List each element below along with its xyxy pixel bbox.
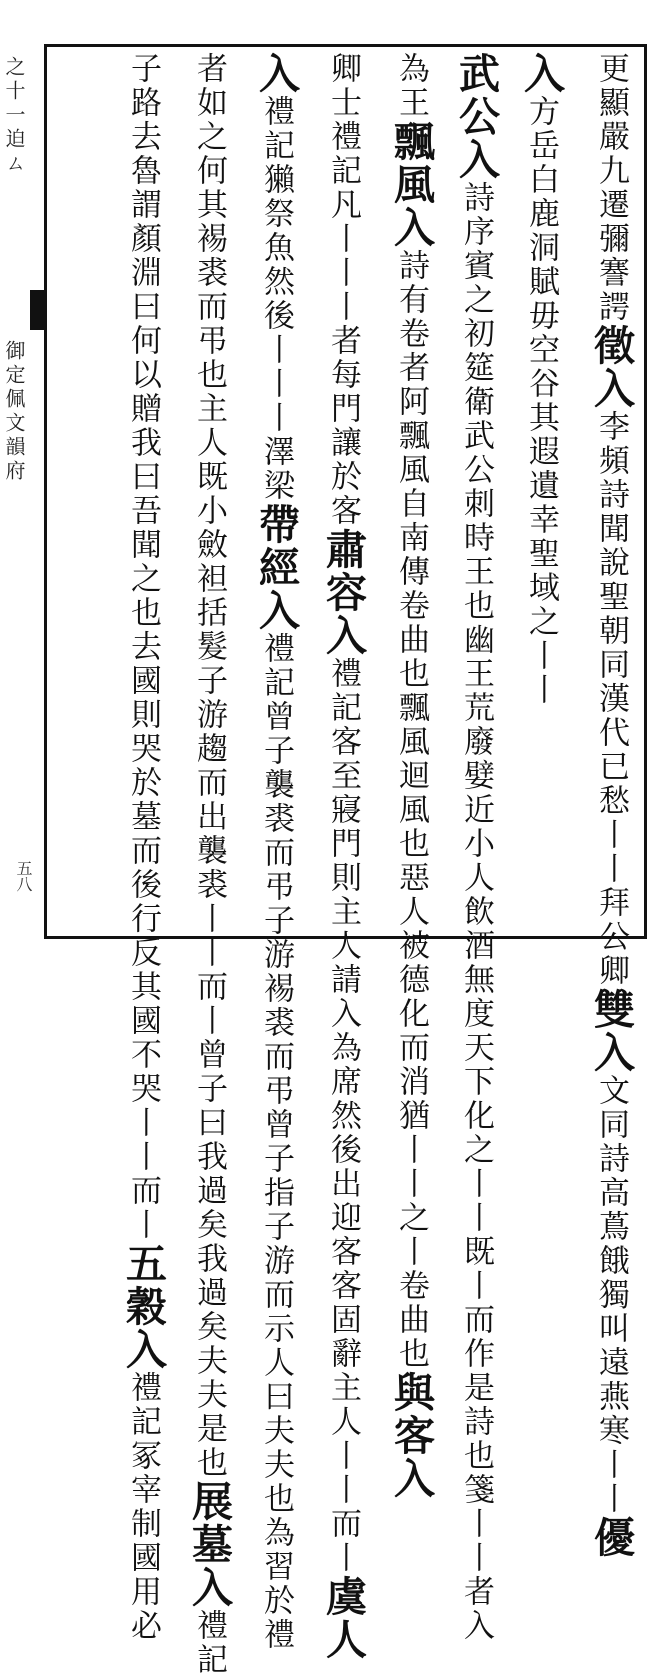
column-segment: 詩有卷者阿飄風自南傳卷曲也飄風迴風也惡人被德化而消猶丨丨之丨卷曲也: [393, 249, 429, 1371]
column-segment: 入: [387, 206, 435, 249]
fish-tail-mark: [30, 290, 44, 330]
column-segment: 公: [452, 95, 500, 138]
column-segment: 禮記獺祭魚然後丨丨丨澤梁: [258, 95, 294, 503]
column-segment: 五: [119, 1242, 167, 1285]
column-segment: 虞: [319, 1575, 367, 1618]
column-segment: 入: [587, 1031, 635, 1074]
column-segment: 者如之何其裼裘而弔也主人既小斂袒括髮子游趨而出襲裘丨丨而丨曾子曰我過矣我過矣夫夫是也: [191, 52, 227, 1480]
text-column: [517, 52, 565, 932]
column-segment: 風: [387, 163, 435, 206]
column-segment: 與: [387, 1371, 435, 1414]
column-segment: 肅: [319, 528, 367, 571]
column-segment: 穀: [119, 1285, 167, 1328]
column-segment: 帶: [252, 503, 300, 546]
column-segment: 優: [587, 1516, 635, 1559]
column-segment: 禮記客至寢門則主人請入為席然後出迎客客固辭主人丨丨而丨: [325, 657, 361, 1575]
margin-fragment: 之十一迫ㄙ: [2, 56, 26, 176]
column-segment: 禮記: [191, 1609, 227, 1677]
column-segment: 客: [387, 1414, 435, 1457]
text-column: [387, 52, 435, 1500]
column-segment: 入: [319, 614, 367, 657]
column-segment: 禮記曾子襲裘而弔子游裼裘而弔曾子指子游而示人曰夫夫也為習於禮: [258, 632, 294, 1652]
column-segment: 徵: [587, 324, 635, 367]
text-column: [185, 52, 233, 1677]
column-segment: 文同詩高蔦餓獨叫遠燕寒丨丨: [593, 1074, 629, 1516]
column-segment: 卿士: [325, 52, 361, 120]
column-segment: 人: [319, 1618, 367, 1661]
column-segment: 雙: [587, 988, 635, 1031]
column-segment: 入: [252, 589, 300, 632]
column-segment: 禮記凡丨丨丨者每門讓於客: [325, 120, 361, 528]
column-segment: 墓: [185, 1523, 233, 1566]
column-segment: 更顯嚴九遷彌謇諤: [593, 52, 629, 324]
column-segment: 展: [185, 1480, 233, 1523]
column-segment: 入: [119, 1328, 167, 1371]
column-segment: 禮記冢宰制國用必: [125, 1371, 161, 1643]
column-segment: 入: [185, 1566, 233, 1609]
column-segment: 入: [452, 138, 500, 181]
text-column: [119, 52, 167, 1643]
column-segment: 經: [252, 546, 300, 589]
margin-title: 御定佩文韻府: [2, 340, 26, 484]
column-segment: 方岳白鹿洞賦毋空谷其遐遺幸聖域之丨丨: [523, 95, 559, 707]
column-segment: 容: [319, 571, 367, 614]
column-segment: 入: [252, 52, 300, 95]
column-segment: 詩序賓之初筵衛武公刺時王也幽王荒廢嬖近小人飲酒無度天下化之丨丨既丨而作是詩也箋丨丨者入: [458, 181, 494, 1643]
text-column: [587, 52, 635, 1559]
column-segment: 李頻詩聞說聖朝同漢代已愁丨丨拜公卿: [593, 410, 629, 988]
column-segment: 入: [517, 52, 565, 95]
column-segment: 武: [452, 52, 500, 95]
left-border: [44, 44, 47, 939]
text-column: [252, 52, 300, 1652]
column-segment: 飄: [387, 120, 435, 163]
column-segment: 子路去魯謂顏淵曰何以贈我曰吾聞之也去國則哭於墓而後行反其國不哭丨丨而丨: [125, 52, 161, 1242]
page-number: 五八: [14, 860, 33, 892]
right-border: [644, 44, 647, 939]
text-column: [452, 52, 500, 1643]
top-border: [44, 44, 644, 47]
column-segment: 入: [587, 367, 635, 410]
column-segment: 入: [387, 1457, 435, 1500]
column-segment: 為王: [393, 52, 429, 120]
text-column: [319, 52, 367, 1661]
